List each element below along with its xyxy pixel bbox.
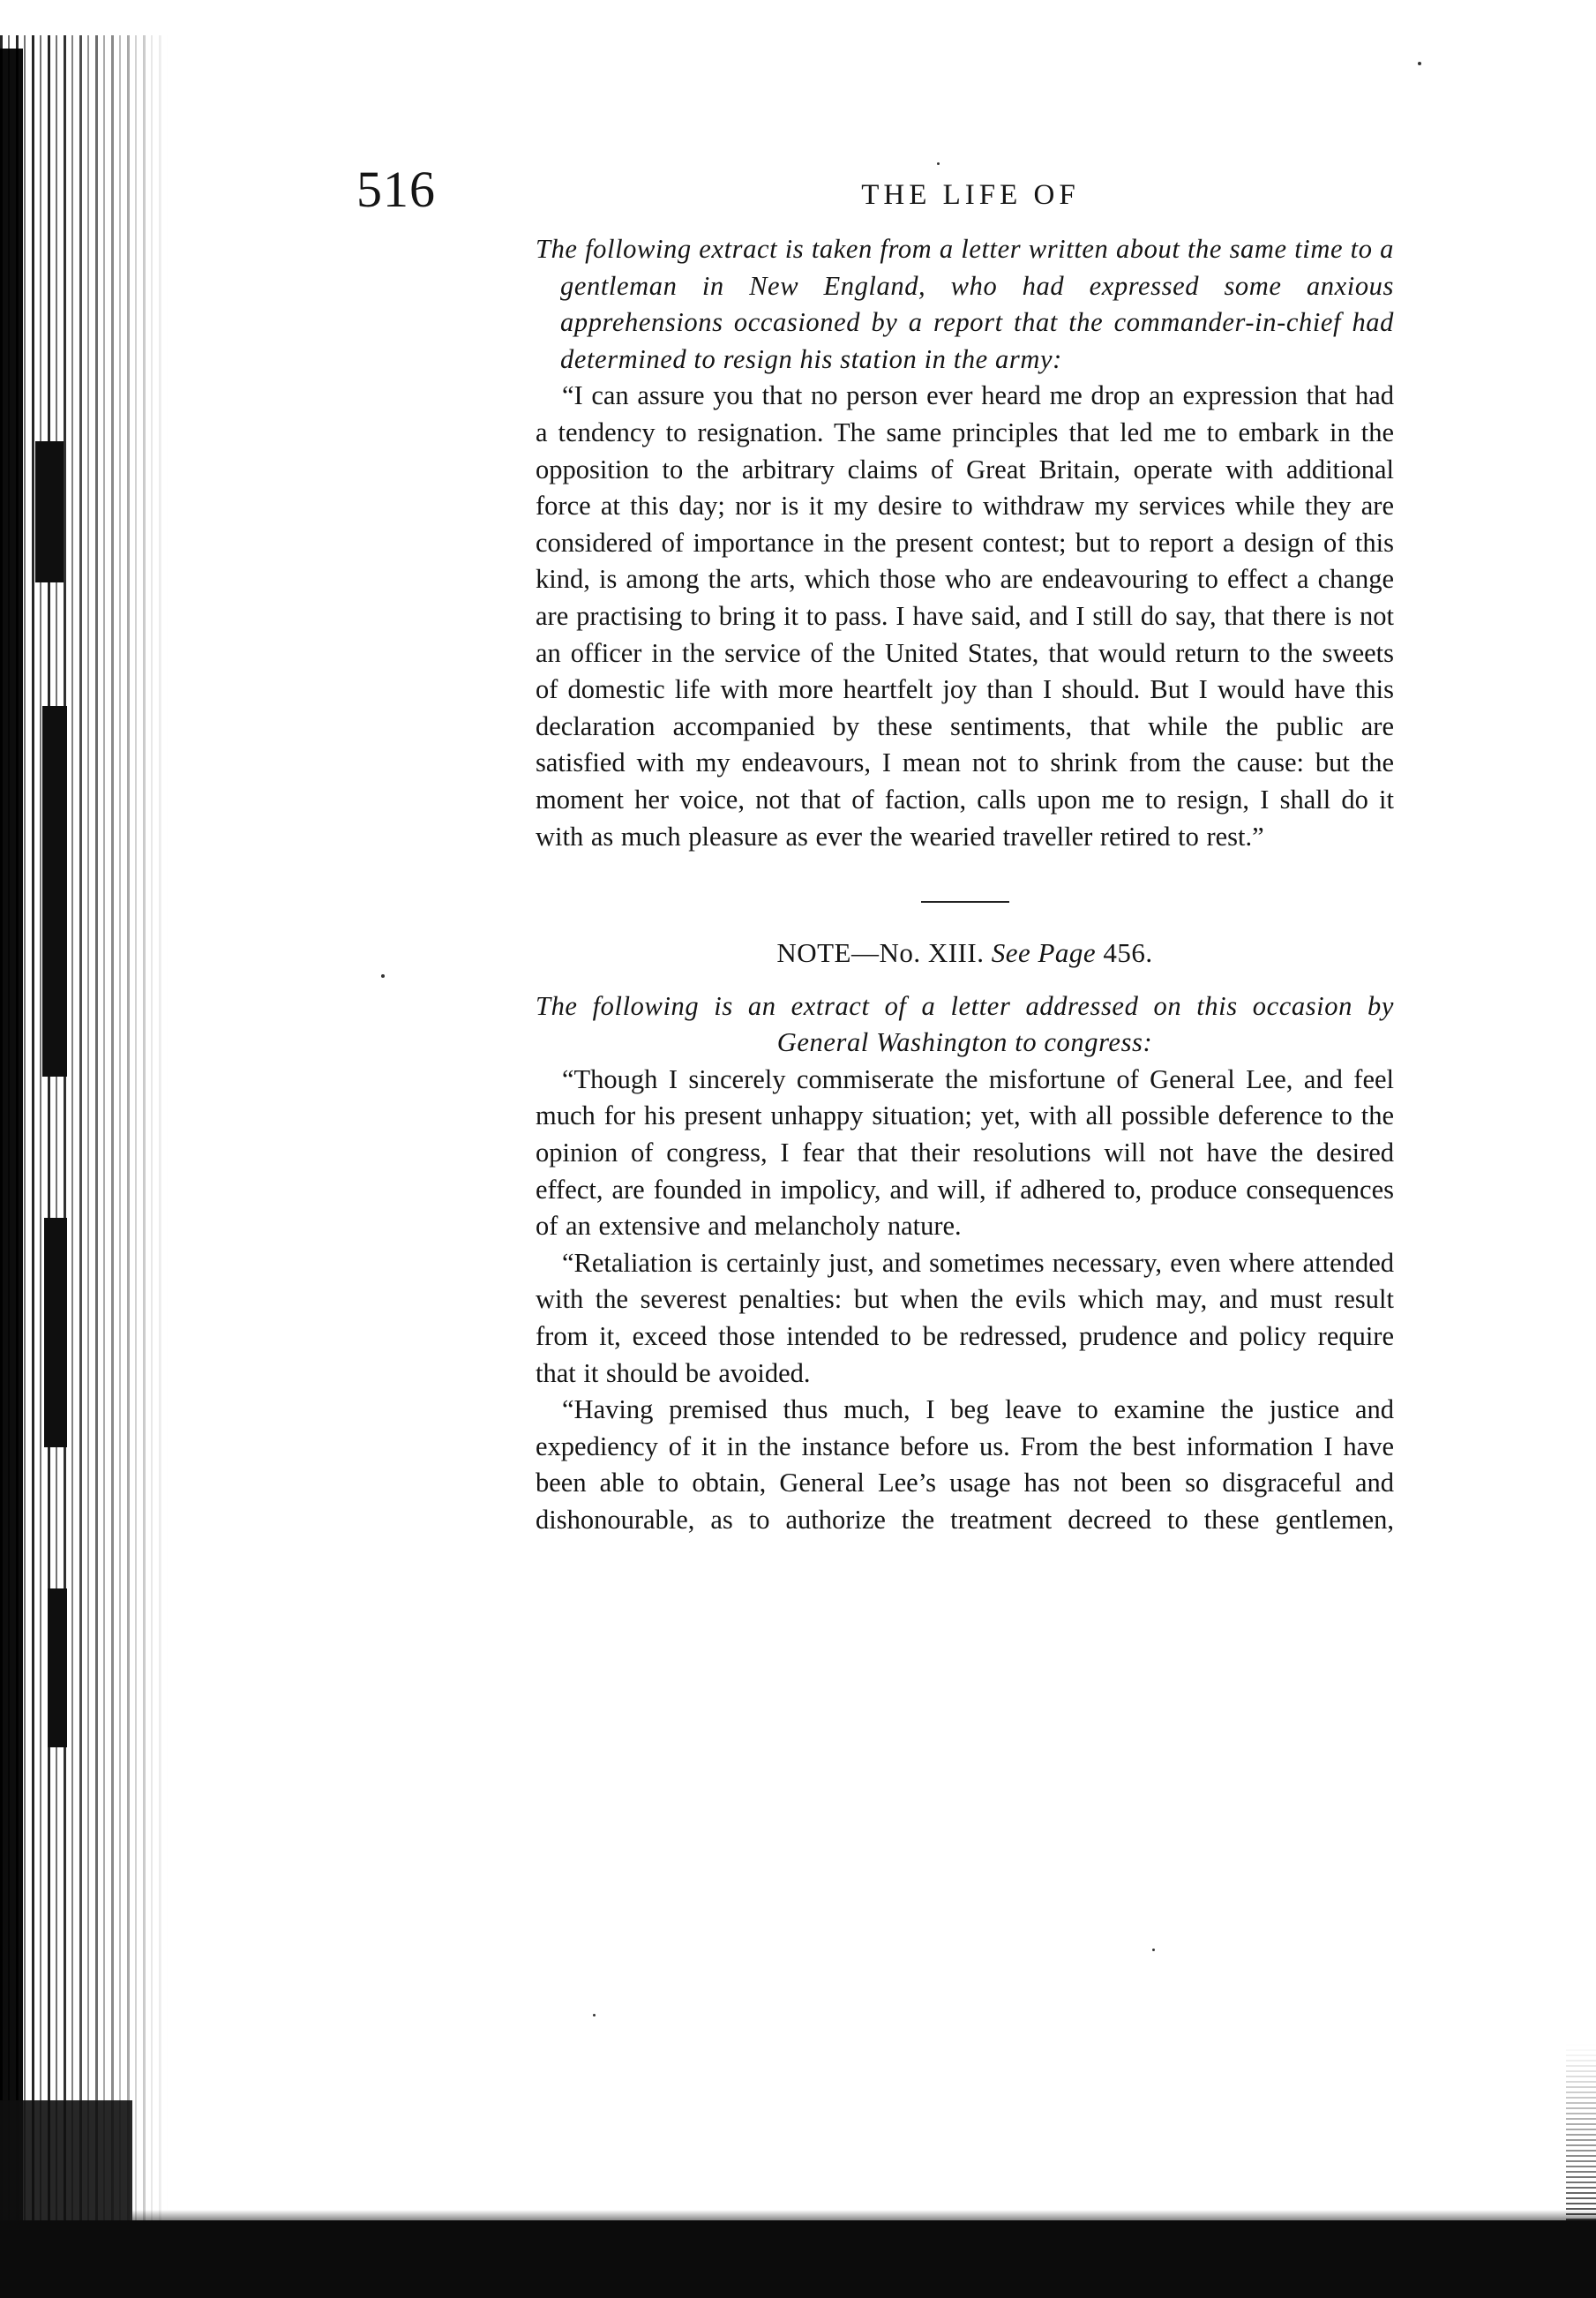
note-title: NOTE—No. XIII.: [776, 937, 985, 969]
binding-dark-band: [35, 441, 64, 582]
see-page-label: See Page: [991, 937, 1097, 969]
letter-paragraph: “Though I sincerely commiserate the misfortune of General Lee, and feel much for his present unhappy situation; yet, with all possible deference to the opinion of congress, I fear that their resolutions will not have the desired effect, are founded in impolicy, and will, if adhered to, produce consequences of an extensive and melancholy nature.: [536, 1063, 1394, 1242]
page-number: 516: [356, 161, 436, 218]
scan-speck: [1418, 62, 1421, 65]
running-head: THE LIFE OF: [861, 179, 1080, 211]
letter-paragraph: “Retaliation is certainly just, and sometimes necessary, even where attended with the severest penalties: but when the evils which may, and must result from it, exceed those intended to be redressed, prudence and policy require that it should be avoided.: [536, 1247, 1394, 1388]
scan-speck: [593, 2014, 596, 2016]
binding-dark-band: [42, 706, 67, 1077]
letter-paragraph: “Having premised thus much, I beg leave to examine the justice and expediency of it in the instance before us. From the best information I have been able to obtain, General Lee’s usage has not been so disgraceful and dishonourable, as to authorize the treatment decreed to these gentlemen,: [536, 1394, 1394, 1535]
body-text: [536, 231, 1394, 1539]
note-heading: [536, 935, 1394, 972]
page-reference: 456.: [1103, 937, 1153, 969]
right-edge-shadow: [1566, 2044, 1596, 2220]
scan-bottom-border: [0, 2220, 1596, 2298]
binding-edge-lines: [0, 35, 168, 2298]
binding-dark-band: [0, 2100, 132, 2224]
letter-paragraph: “I can assure you that no person ever heard me drop an expression that had a tendency to resignation. The same principles that led me to embark in the opposition to the arbitrary claims of Great Britain, operate with additional force at this day; nor is it my desire to withdraw my services while they are considered of importance in the present contest; but to report a design of this kind, is among the arts, which those who are endeavouring to effect a change are practising to bring it to pass. I have said, and I still do say, that there is not an officer in the service of the United States, that would return to the sweets of domestic life with more heartfelt joy than I should. But I would have this declaration accompanied by these sentiments, that while the public are satisfied with my endeavours, I mean not to shrink from the cause: but the moment her voice, not that of faction, calls upon me to resign, I shall do it with as much pleasure as ever the wearied traveller retired to rest.”: [536, 380, 1394, 852]
note-intro: The following is an extract of a letter addressed on this occasion by General Washington to congress:: [536, 990, 1394, 1058]
scan-speck: [1152, 1949, 1155, 1951]
extract-intro: The following extract is taken from a letter written about the same time to a gentleman in New England, who had expressed some anxious apprehensions occasioned by a report that the commander-in-chief had determined to resign his station in the army:: [536, 234, 1394, 374]
section-divider: [921, 901, 1009, 903]
binding-dark-band: [48, 1588, 67, 1747]
binding-dark-band: [44, 1218, 67, 1447]
scan-speck: [381, 974, 385, 978]
scan-speck: [937, 162, 940, 165]
